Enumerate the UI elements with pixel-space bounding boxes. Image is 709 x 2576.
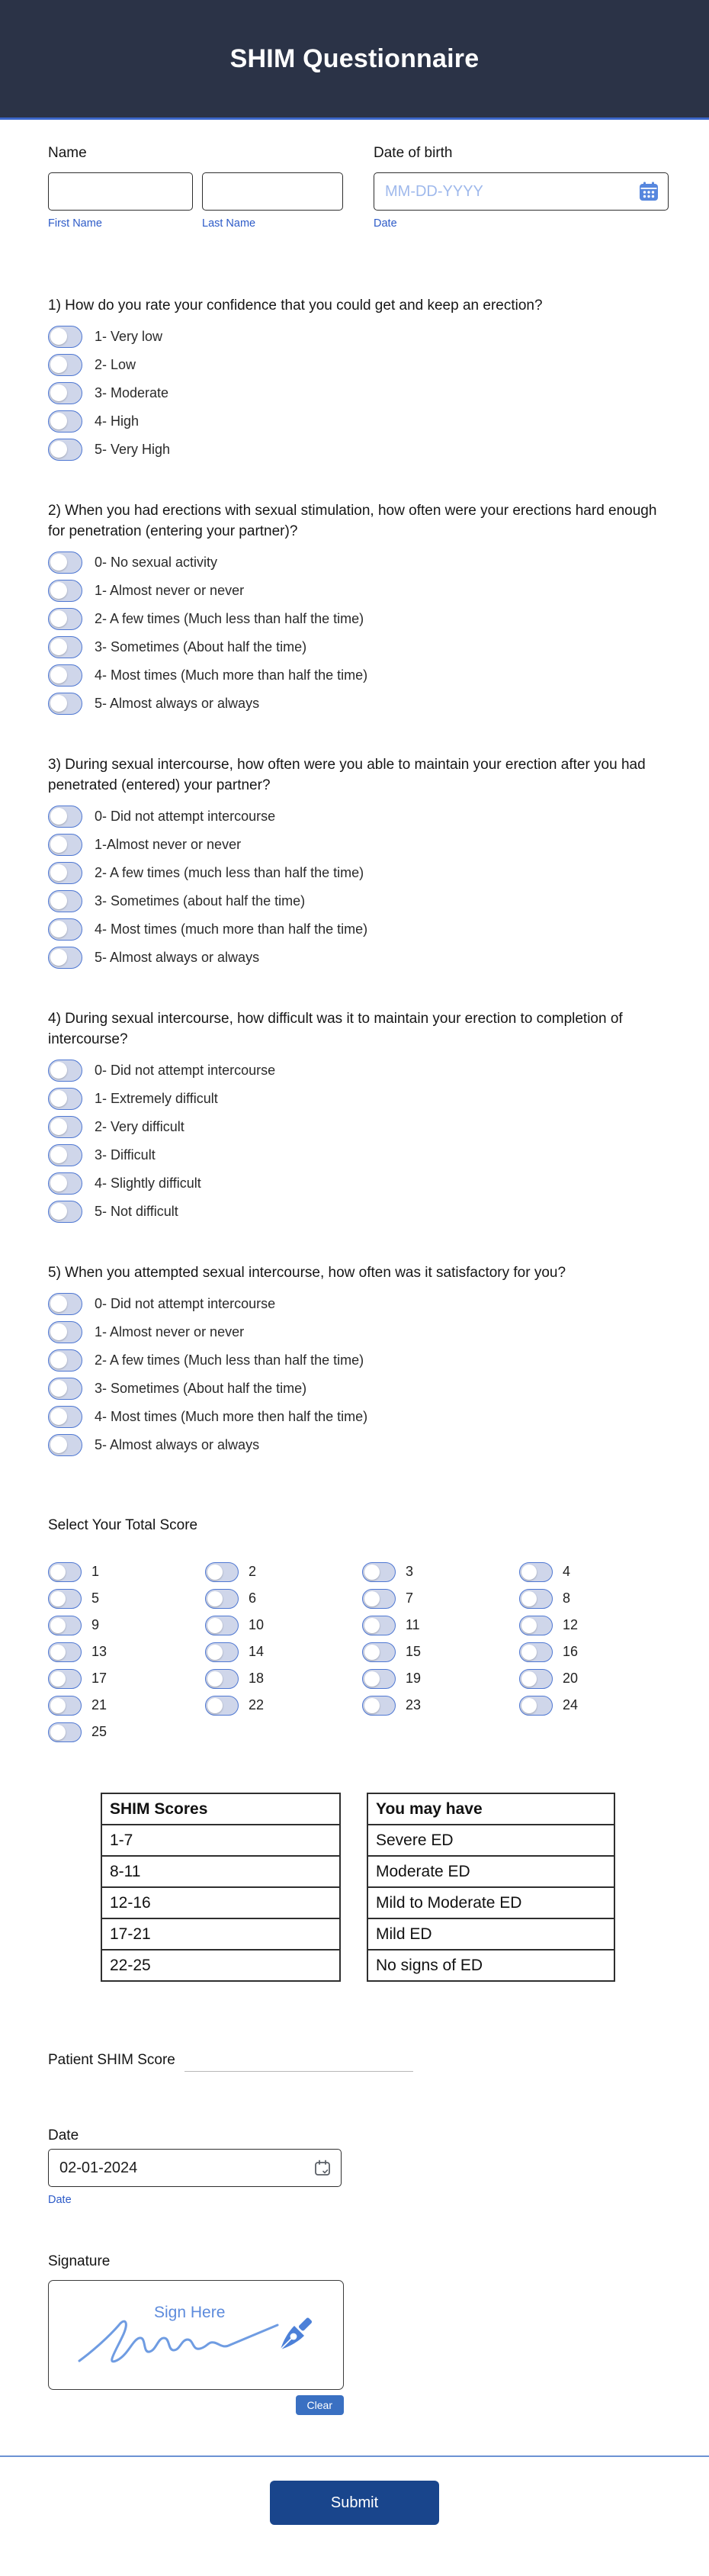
score-option-label: 14 <box>249 1644 265 1659</box>
radio-toggle-icon[interactable] <box>205 1669 239 1689</box>
radio-option-label: 3- Moderate <box>95 385 169 400</box>
shim-score-range-cell: 22-25 <box>101 1950 340 1981</box>
dob-input[interactable] <box>374 172 669 211</box>
radio-option[interactable] <box>48 1431 661 1459</box>
radio-toggle-icon[interactable] <box>48 890 82 912</box>
score-option-8[interactable] <box>519 1585 676 1612</box>
radio-toggle-icon[interactable] <box>205 1616 239 1635</box>
name-field-group <box>48 145 343 231</box>
radio-toggle-icon[interactable] <box>519 1669 553 1689</box>
radio-option-label: 1- Almost never or never <box>95 583 245 598</box>
question-options <box>48 548 661 718</box>
question-options <box>48 1290 661 1459</box>
score-option-label: 4 <box>563 1564 571 1579</box>
question-block-4 <box>48 1008 661 1226</box>
shim-score-range-cell: 1-7 <box>101 1825 340 1856</box>
page-title: SHIM Questionnaire <box>229 43 480 73</box>
score-option-label: 19 <box>406 1671 422 1686</box>
score-option-2[interactable] <box>205 1558 362 1585</box>
radio-toggle-icon[interactable] <box>48 1406 82 1428</box>
table-row <box>101 1825 340 1856</box>
radio-option-label: 2- A few times (Much less than half the time) <box>95 1352 364 1368</box>
score-option-label: 11 <box>406 1617 420 1632</box>
you-may-have-table <box>367 1793 615 1982</box>
score-option-label: 23 <box>406 1697 422 1713</box>
radio-option[interactable] <box>48 1290 661 1318</box>
radio-toggle-icon[interactable] <box>48 326 82 348</box>
score-option-7[interactable] <box>362 1585 519 1612</box>
score-option-label: 8 <box>563 1590 571 1606</box>
radio-option[interactable] <box>48 548 661 577</box>
radio-option[interactable] <box>48 831 661 859</box>
radio-toggle-icon[interactable] <box>48 862 82 884</box>
radio-toggle-icon[interactable] <box>48 834 82 856</box>
date-input[interactable] <box>48 2149 342 2187</box>
name-label: Name <box>48 145 87 161</box>
score-option-label: 12 <box>563 1617 579 1632</box>
form-header <box>0 0 709 120</box>
radio-toggle-icon[interactable] <box>48 1349 82 1372</box>
radio-toggle-icon[interactable] <box>48 1060 82 1082</box>
radio-option-label: 3- Sometimes (About half the time) <box>95 639 307 654</box>
question-text: 4) During sexual intercourse, how difficult was it to maintain your erection to completion of intercourse? <box>48 1011 623 1047</box>
radio-option-label: 0- Did not attempt intercourse <box>95 1296 276 1311</box>
score-option-24[interactable] <box>519 1692 676 1719</box>
total-score-label: Select Your Total Score <box>48 1517 198 1533</box>
score-option-label: 6 <box>249 1590 257 1606</box>
ed-severity-cell: Severe ED <box>367 1825 614 1856</box>
sign-here-placeholder: Sign Here <box>154 2304 226 2321</box>
score-option-13[interactable] <box>48 1639 205 1665</box>
radio-toggle-icon[interactable] <box>48 382 82 404</box>
form-body <box>0 120 709 2415</box>
radio-toggle-icon[interactable] <box>48 439 82 461</box>
radio-toggle-icon[interactable] <box>362 1642 396 1662</box>
score-option-label: 1 <box>91 1564 100 1579</box>
score-option-label: 5 <box>91 1590 100 1606</box>
shim-scores-table <box>101 1793 341 1982</box>
question-options <box>48 1056 661 1226</box>
question-options <box>48 323 661 464</box>
radio-option-label: 2- Very difficult <box>95 1119 184 1134</box>
question-block-5 <box>48 1262 661 1459</box>
score-option-label: 17 <box>91 1671 107 1686</box>
radio-option-label: 2- A few times (Much less than half the time) <box>95 611 364 626</box>
score-option-15[interactable] <box>362 1639 519 1665</box>
radio-toggle-icon[interactable] <box>48 1378 82 1400</box>
radio-toggle-icon[interactable] <box>48 1616 82 1635</box>
radio-option[interactable] <box>48 577 661 605</box>
radio-option[interactable] <box>48 1141 661 1169</box>
radio-toggle-icon[interactable] <box>48 580 82 602</box>
radio-option-label: 5- Almost always or always <box>95 950 260 965</box>
shim-score-range-cell: 12-16 <box>101 1887 340 1918</box>
table-row <box>101 1856 340 1887</box>
table-row <box>367 1856 614 1887</box>
patient-score-label: Patient SHIM Score <box>48 2052 175 2068</box>
radio-option[interactable] <box>48 605 661 633</box>
radio-option[interactable] <box>48 802 661 831</box>
radio-option-label: 1-Almost never or never <box>95 837 242 852</box>
signature-pad[interactable] <box>48 2280 344 2390</box>
radio-toggle-icon[interactable] <box>48 354 82 376</box>
score-option-1[interactable] <box>48 1558 205 1585</box>
table-row <box>367 1887 614 1918</box>
score-option-label: 24 <box>563 1697 579 1713</box>
radio-toggle-icon[interactable] <box>48 664 82 687</box>
radio-option[interactable] <box>48 436 661 464</box>
score-option-label: 13 <box>91 1644 107 1659</box>
score-option-label: 21 <box>91 1697 107 1713</box>
ed-severity-cell: Moderate ED <box>367 1856 614 1887</box>
first-name-sublabel: First Name <box>48 217 102 230</box>
radio-option-label: 1- Very low <box>95 329 163 344</box>
radio-option-label: 2- Low <box>95 357 136 372</box>
score-option-6[interactable] <box>205 1585 362 1612</box>
radio-toggle-icon[interactable] <box>48 1562 82 1582</box>
score-option-label: 16 <box>563 1644 579 1659</box>
you-may-have-header: You may have <box>367 1793 614 1825</box>
total-score-grid <box>48 1558 661 1745</box>
radio-option-label: 3- Sometimes (About half the time) <box>95 1381 307 1396</box>
last-name-input[interactable] <box>202 172 343 211</box>
radio-option[interactable] <box>48 859 661 887</box>
table-row <box>367 1918 614 1950</box>
radio-option[interactable] <box>48 1198 661 1226</box>
first-name-input[interactable] <box>48 172 193 211</box>
table-row <box>101 1918 340 1950</box>
radio-option[interactable] <box>48 1403 661 1431</box>
score-option-label: 2 <box>249 1564 257 1579</box>
radio-toggle-icon[interactable] <box>48 693 82 715</box>
radio-toggle-icon[interactable] <box>48 1172 82 1195</box>
shim-score-range-cell: 8-11 <box>101 1856 340 1887</box>
ed-severity-cell: Mild ED <box>367 1918 614 1950</box>
date-label: Date <box>48 2127 79 2143</box>
last-name-sublabel: Last Name <box>202 217 256 230</box>
radio-option[interactable] <box>48 1113 661 1141</box>
shim-score-range-cell: 17-21 <box>101 1918 340 1950</box>
radio-option[interactable] <box>48 944 661 972</box>
radio-toggle-icon[interactable] <box>48 1116 82 1138</box>
score-option-3[interactable] <box>362 1558 519 1585</box>
pen-nib-icon <box>274 2311 317 2354</box>
radio-option-label: 5- Not difficult <box>95 1204 178 1219</box>
radio-toggle-icon[interactable] <box>48 918 82 941</box>
radio-toggle-icon[interactable] <box>519 1589 553 1609</box>
radio-toggle-icon[interactable] <box>519 1562 553 1582</box>
radio-option-label: 4- Slightly difficult <box>95 1175 201 1191</box>
radio-toggle-icon[interactable] <box>362 1669 396 1689</box>
calendar-check-icon[interactable] <box>313 2159 332 2177</box>
radio-toggle-icon[interactable] <box>48 1293 82 1315</box>
question-block-3 <box>48 754 661 972</box>
radio-toggle-icon[interactable] <box>205 1642 239 1662</box>
date-section <box>48 2127 661 2208</box>
radio-option[interactable] <box>48 887 661 915</box>
table-row <box>367 1950 614 1981</box>
score-option-label: 3 <box>406 1564 414 1579</box>
radio-option-label: 0- Did not attempt intercourse <box>95 809 276 824</box>
score-option-14[interactable] <box>205 1639 362 1665</box>
score-option-12[interactable] <box>519 1612 676 1639</box>
score-option-4[interactable] <box>519 1558 676 1585</box>
radio-option-label: 2- A few times (much less than half the time) <box>95 865 364 880</box>
radio-option-label: 4- Most times (much more than half the time) <box>95 921 368 937</box>
radio-option-label: 1- Almost never or never <box>95 1324 245 1339</box>
score-option-19[interactable] <box>362 1665 519 1692</box>
score-option-11[interactable] <box>362 1612 519 1639</box>
radio-toggle-icon[interactable] <box>48 1088 82 1110</box>
questions-list <box>48 295 661 1459</box>
question-text: 5) When you attempted sexual intercourse, how often was it satisfactory for you? <box>48 1265 566 1281</box>
table-row <box>101 1950 340 1981</box>
radio-option-label: 5- Very High <box>95 442 171 457</box>
radio-toggle-icon[interactable] <box>48 1434 82 1456</box>
radio-toggle-icon[interactable] <box>48 1201 82 1223</box>
score-option-18[interactable] <box>205 1665 362 1692</box>
score-option-label: 7 <box>406 1590 414 1606</box>
radio-option-label: 5- Almost always or always <box>95 1437 260 1452</box>
radio-toggle-icon[interactable] <box>48 1589 82 1609</box>
radio-option[interactable] <box>48 915 661 944</box>
radio-toggle-icon[interactable] <box>48 552 82 574</box>
score-option-21[interactable] <box>48 1692 205 1719</box>
score-option-label: 15 <box>406 1644 422 1659</box>
question-text: 3) During sexual intercourse, how often were you able to maintain your erection after you had penetrated (entered) your partner? <box>48 757 646 793</box>
radio-option-label: 4- Most times (Much more than half the time) <box>95 667 368 683</box>
radio-option[interactable] <box>48 379 661 407</box>
radio-toggle-icon[interactable] <box>362 1616 396 1635</box>
radio-option-label: 1- Extremely difficult <box>95 1091 218 1106</box>
score-option-label: 22 <box>249 1697 265 1713</box>
radio-toggle-icon[interactable] <box>519 1696 553 1716</box>
signature-section <box>48 2253 661 2415</box>
radio-toggle-icon[interactable] <box>48 1696 82 1716</box>
question-block-1 <box>48 295 661 464</box>
score-option-label: 20 <box>563 1671 579 1686</box>
radio-toggle-icon[interactable] <box>362 1589 396 1609</box>
question-text: 2) When you had erections with sexual stimulation, how often were your erections hard enough for penetration (entering your partner)? <box>48 503 657 539</box>
radio-toggle-icon[interactable] <box>48 608 82 630</box>
name-dob-row <box>48 145 661 231</box>
radio-option[interactable] <box>48 1169 661 1198</box>
radio-option[interactable] <box>48 661 661 690</box>
score-option-16[interactable] <box>519 1639 676 1665</box>
radio-toggle-icon[interactable] <box>519 1642 553 1662</box>
question-text: 1) How do you rate your confidence that you could get and keep an erection? <box>48 297 543 314</box>
score-option-9[interactable] <box>48 1612 205 1639</box>
score-option-label: 25 <box>91 1724 107 1739</box>
submit-button[interactable]: Submit <box>270 2481 439 2525</box>
dob-field-group <box>374 145 669 231</box>
table-row <box>367 1825 614 1856</box>
score-option-label: 18 <box>249 1671 265 1686</box>
score-option-17[interactable] <box>48 1665 205 1692</box>
calendar-icon[interactable] <box>639 182 659 201</box>
score-option-label: 10 <box>249 1617 265 1632</box>
radio-option[interactable] <box>48 1318 661 1346</box>
date-sublabel: Date <box>48 2194 72 2206</box>
question-options <box>48 802 661 972</box>
radio-option[interactable] <box>48 407 661 436</box>
score-option-22[interactable] <box>205 1692 362 1719</box>
radio-option[interactable] <box>48 351 661 379</box>
radio-option-label: 5- Almost always or always <box>95 696 260 711</box>
radio-toggle-icon[interactable] <box>48 410 82 433</box>
radio-toggle-icon[interactable] <box>205 1696 239 1716</box>
score-option-23[interactable] <box>362 1692 519 1719</box>
radio-option-label: 3- Sometimes (about half the time) <box>95 893 306 909</box>
radio-toggle-icon[interactable] <box>48 1144 82 1166</box>
radio-option-label: 0- No sexual activity <box>95 555 218 570</box>
radio-option[interactable] <box>48 323 661 351</box>
score-option-10[interactable] <box>205 1612 362 1639</box>
radio-option[interactable] <box>48 1085 661 1113</box>
radio-toggle-icon[interactable] <box>205 1589 239 1609</box>
radio-toggle-icon[interactable] <box>48 947 82 969</box>
radio-toggle-icon[interactable] <box>519 1616 553 1635</box>
shim-score-reference <box>101 1793 661 1982</box>
ed-severity-cell: Mild to Moderate ED <box>367 1887 614 1918</box>
radio-toggle-icon[interactable] <box>48 1722 82 1742</box>
radio-option-label: 0- Did not attempt intercourse <box>95 1063 276 1078</box>
signature-label: Signature <box>48 2253 111 2269</box>
score-option-25[interactable] <box>48 1719 205 1745</box>
table-row <box>101 1887 340 1918</box>
radio-toggle-icon[interactable] <box>48 1642 82 1662</box>
score-option-20[interactable] <box>519 1665 676 1692</box>
radio-toggle-icon[interactable] <box>48 806 82 828</box>
radio-option[interactable] <box>48 1375 661 1403</box>
radio-toggle-icon[interactable] <box>205 1562 239 1582</box>
radio-option[interactable] <box>48 1346 661 1375</box>
total-score-section <box>48 1517 661 1745</box>
radio-option[interactable] <box>48 690 661 718</box>
radio-toggle-icon[interactable] <box>362 1696 396 1716</box>
score-option-5[interactable] <box>48 1585 205 1612</box>
radio-option[interactable] <box>48 633 661 661</box>
shim-scores-header: SHIM Scores <box>101 1793 340 1825</box>
radio-toggle-icon[interactable] <box>48 636 82 658</box>
question-block-2 <box>48 500 661 718</box>
dob-label: Date of birth <box>374 145 453 161</box>
dob-sublabel: Date <box>374 217 397 230</box>
radio-option-label: 3- Difficult <box>95 1147 156 1163</box>
clear-signature-button[interactable]: Clear <box>296 2395 344 2415</box>
radio-option-label: 4- Most times (Much more then half the time) <box>95 1409 368 1424</box>
score-option-label: 9 <box>91 1617 100 1632</box>
radio-toggle-icon[interactable] <box>362 1562 396 1582</box>
radio-option[interactable] <box>48 1056 661 1085</box>
patient-score-row <box>48 2052 661 2072</box>
radio-option-label: 4- High <box>95 413 140 429</box>
submit-area <box>0 2457 709 2562</box>
radio-toggle-icon[interactable] <box>48 1669 82 1689</box>
ed-severity-cell: No signs of ED <box>367 1950 614 1981</box>
radio-toggle-icon[interactable] <box>48 1321 82 1343</box>
patient-score-input[interactable] <box>184 2052 413 2072</box>
